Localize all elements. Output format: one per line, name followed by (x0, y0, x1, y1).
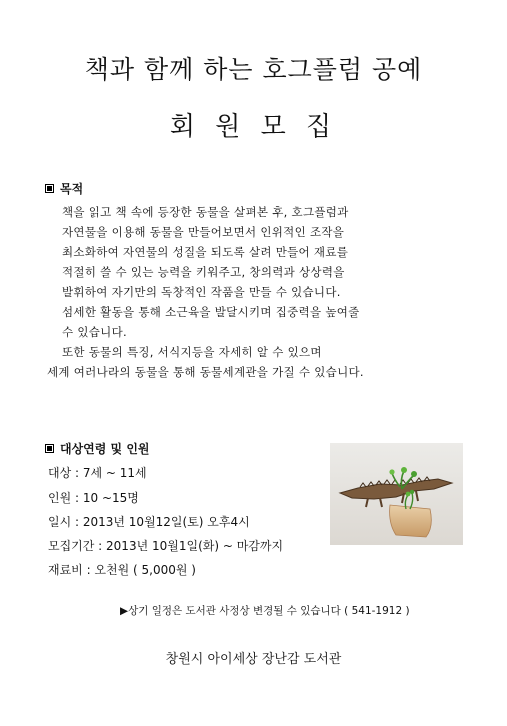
purpose-line: 발휘하여 자기만의 독창적인 작품을 만들 수 있습니다. (62, 285, 341, 299)
library-name: 창원시 아이세상 장난감 도서관 (165, 652, 342, 667)
purpose-line: 섬세한 활동을 통해 소근육을 발달시키며 집중력을 높여줄 (62, 305, 360, 319)
purpose-line: 최소화하여 자연물의 성질을 되도록 살려 만들어 재료를 (62, 245, 349, 259)
material-fee-line: 재료비 : 오천원 ( 5,000원 ) (48, 563, 196, 577)
purpose-heading (45, 180, 83, 197)
purpose-line: 책을 읽고 책 속에 등장한 동물을 살펴본 후, 호그플럼과 (62, 205, 349, 219)
crocodile-craft-photo (330, 443, 463, 545)
purpose-line: 적절히 쓸 수 있는 능력을 키워주고, 창의력과 상상력을 (62, 265, 345, 279)
recruit-period-line: 모집기간 : 2013년 10월1일(화) ~ 마감까지 (48, 539, 284, 553)
purpose-line: 자연물을 이용해 동물을 만들어보면서 인위적인 조작을 (62, 225, 345, 239)
schedule-notice: ▶상기 일정은 도서관 사정상 변경될 수 있습니다 ( 541-1912 ) (120, 605, 410, 617)
checkbox-bullet-icon (45, 184, 54, 193)
date-line: 일시 : 2013년 10월12일(토) 오후4시 (48, 515, 250, 529)
capacity-line: 인원 : 10 ~15명 (48, 491, 139, 505)
target-age-line: 대상 : 7세 ~ 11세 (48, 466, 147, 480)
purpose-line: 세계 여러나라의 동물을 통해 동물세계관을 가질 수 있습니다. (47, 365, 364, 379)
checkbox-bullet-icon (45, 444, 54, 453)
page-title: 책과 함께 하는 호그플럼 공예 (84, 55, 423, 84)
details-heading-label: 대상연령 및 인원 (60, 442, 150, 456)
purpose-heading-label: 목적 (60, 182, 84, 196)
purpose-line: 또한 동물의 특징, 서식지등을 자세히 알 수 있으며 (62, 345, 322, 359)
details-heading (45, 440, 150, 457)
page-subtitle: 회 원 모 집 (169, 112, 338, 142)
purpose-line: 수 있습니다. (62, 325, 127, 339)
